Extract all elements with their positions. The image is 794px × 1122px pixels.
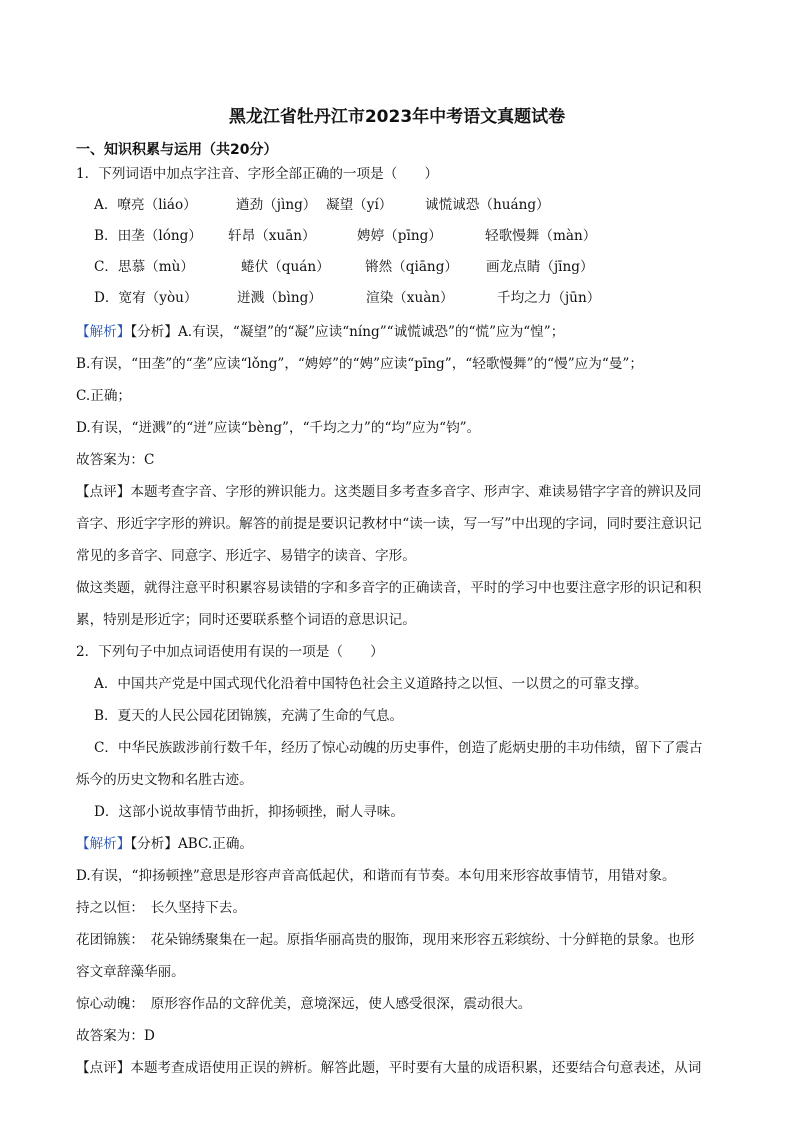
q2-option-c-cont: 烁今的历史文物和名胜古迹。 [76, 772, 253, 788]
q2-definition: 花团锦簇： 花朵锦绣聚集在一起。原指华丽高贵的服饰，现用来形容五彩缤纷、十分鲜艳的景象。也形 [76, 932, 695, 948]
q1-option-c-2: 蜷伏（quán） [241, 259, 330, 275]
q1-option-c-4: 画龙点睛（jīng） [486, 259, 594, 275]
q2-option-c: C．中华民族跋涉前行数千年，经历了惊心动魄的历史事件，创造了彪炳史册的丰功伟绩，留下了震古 [94, 740, 703, 756]
q1-option-c-1: C．思慕（mù） [94, 259, 195, 275]
q1-analysis-c: C.正确； [76, 388, 132, 404]
q1-option-b-3: 娉婷（pīng） [357, 228, 442, 244]
analysis-text: 【分析】A.有误，“凝望”的“凝”应读“níng”“诚慌诚恐”的“慌”应为“惶”； [130, 324, 565, 340]
q1-option-a-1: A．嘹亮（liáo） [94, 197, 197, 213]
q2-option-a: A．中国共产党是中国式现代化沿着中国特色社会主义道路持之以恒、一以贯之的可靠支撑。 [94, 676, 648, 692]
q1-option-a-4: 诚慌诚恐（huáng） [425, 197, 550, 213]
q1-analysis-d: D.有误，“迸溅”的“迸”应读“bèng”，“千均之力”的“均”应为“钧”。 [76, 420, 481, 436]
q1-option-c-3: 锵然（qiāng） [365, 259, 458, 275]
section-heading: 一、知识积累与运用（共20分） [76, 142, 278, 158]
q1-answer: 故答案为：C [76, 452, 155, 468]
q1-option-b-4: 轻歌慢舞（màn） [485, 228, 597, 244]
q1-option-d-4: 千均之力（jūn） [497, 290, 601, 306]
q1-comment-line: 常见的多音字、同意字、形近字、易错字的读音、字形。 [76, 548, 416, 564]
analysis-tag: 【解析】 [76, 324, 131, 340]
analysis-text: 【分析】ABC.正确。 [130, 836, 254, 852]
page-title: 黑龙江省牡丹江市2023年中考语文真题试卷 [228, 107, 566, 127]
q2-option-b: B．夏天的人民公园花团锦簇，充满了生命的气息。 [94, 708, 404, 724]
q1-analysis-b: B.有误，“田垄”的“垄”应读“lǒng”，“娉婷”的“娉”应读“pīng”，“轻歌慢舞”的“慢”应为“曼”； [76, 356, 643, 372]
q2-definition: 容文章辞藻华丽。 [76, 964, 185, 980]
q1-option-a-2: 遒劲（jìng） [236, 197, 317, 213]
q1-comment-line: 音字、形近字字形的辨识。解答的前提是要识记教材中“读一读，写一写”中出现的字词，同时要注意识记 [76, 516, 702, 532]
question-2-stem: 2．下列句子中加点词语使用有误的一项是（ ） [76, 644, 384, 660]
analysis-tag: 【解析】 [76, 836, 131, 852]
q1-option-b-1: B．田垄（lóng） [94, 228, 202, 244]
q1-comment-line: 做这类题，就得注意平时积累容易读错的字和多音字的正确读音，平时的学习中也要注意字形的识记和积 [76, 580, 702, 596]
q2-analysis-d: D.有误，“抑扬顿挫”意思是形容声音高低起伏，和谐而有节奏。本句用来形容故事情节，用错对象。 [76, 868, 676, 884]
q2-definition: 持之以恒： 长久坚持下去。 [76, 900, 246, 916]
q2-analysis [76, 835, 766, 853]
q1-comment-line: 累，特别是形近字；同时还要联系整个词语的意思识记。 [76, 612, 416, 628]
q1-option-b-2: 轩昂（xuān） [228, 228, 316, 244]
q1-option-a-3: 凝望（yí） [326, 197, 393, 213]
q2-option-d: D．这部小说故事情节曲折，抑扬顿挫，耐人寻味。 [94, 804, 404, 820]
q1-option-d-2: 迸溅（bìng） [237, 290, 322, 306]
q1-comment-line: 【点评】本题考查字音、字形的辨识能力。这类题目多考查多音字、形声字、难读易错字字音的辨识及同 [76, 484, 702, 500]
q2-comment-line: 【点评】本题考查成语使用正误的辨析。解答此题，平时要有大量的成语积累，还要结合句意表述，从词 [76, 1060, 702, 1076]
q1-option-d-3: 渲染（xuàn） [366, 290, 454, 306]
q2-answer: 故答案为：D [76, 1028, 155, 1044]
question-1-stem: 1．下列词语中加点字注音、字形全部正确的一项是（ ） [76, 166, 439, 182]
q1-analysis [76, 323, 766, 341]
q2-definition: 惊心动魄： 原形容作品的文辞优美，意境深远，使人感受很深，震动很大。 [76, 996, 532, 1012]
q1-option-d-1: D．宽宥（yòu） [94, 290, 198, 306]
